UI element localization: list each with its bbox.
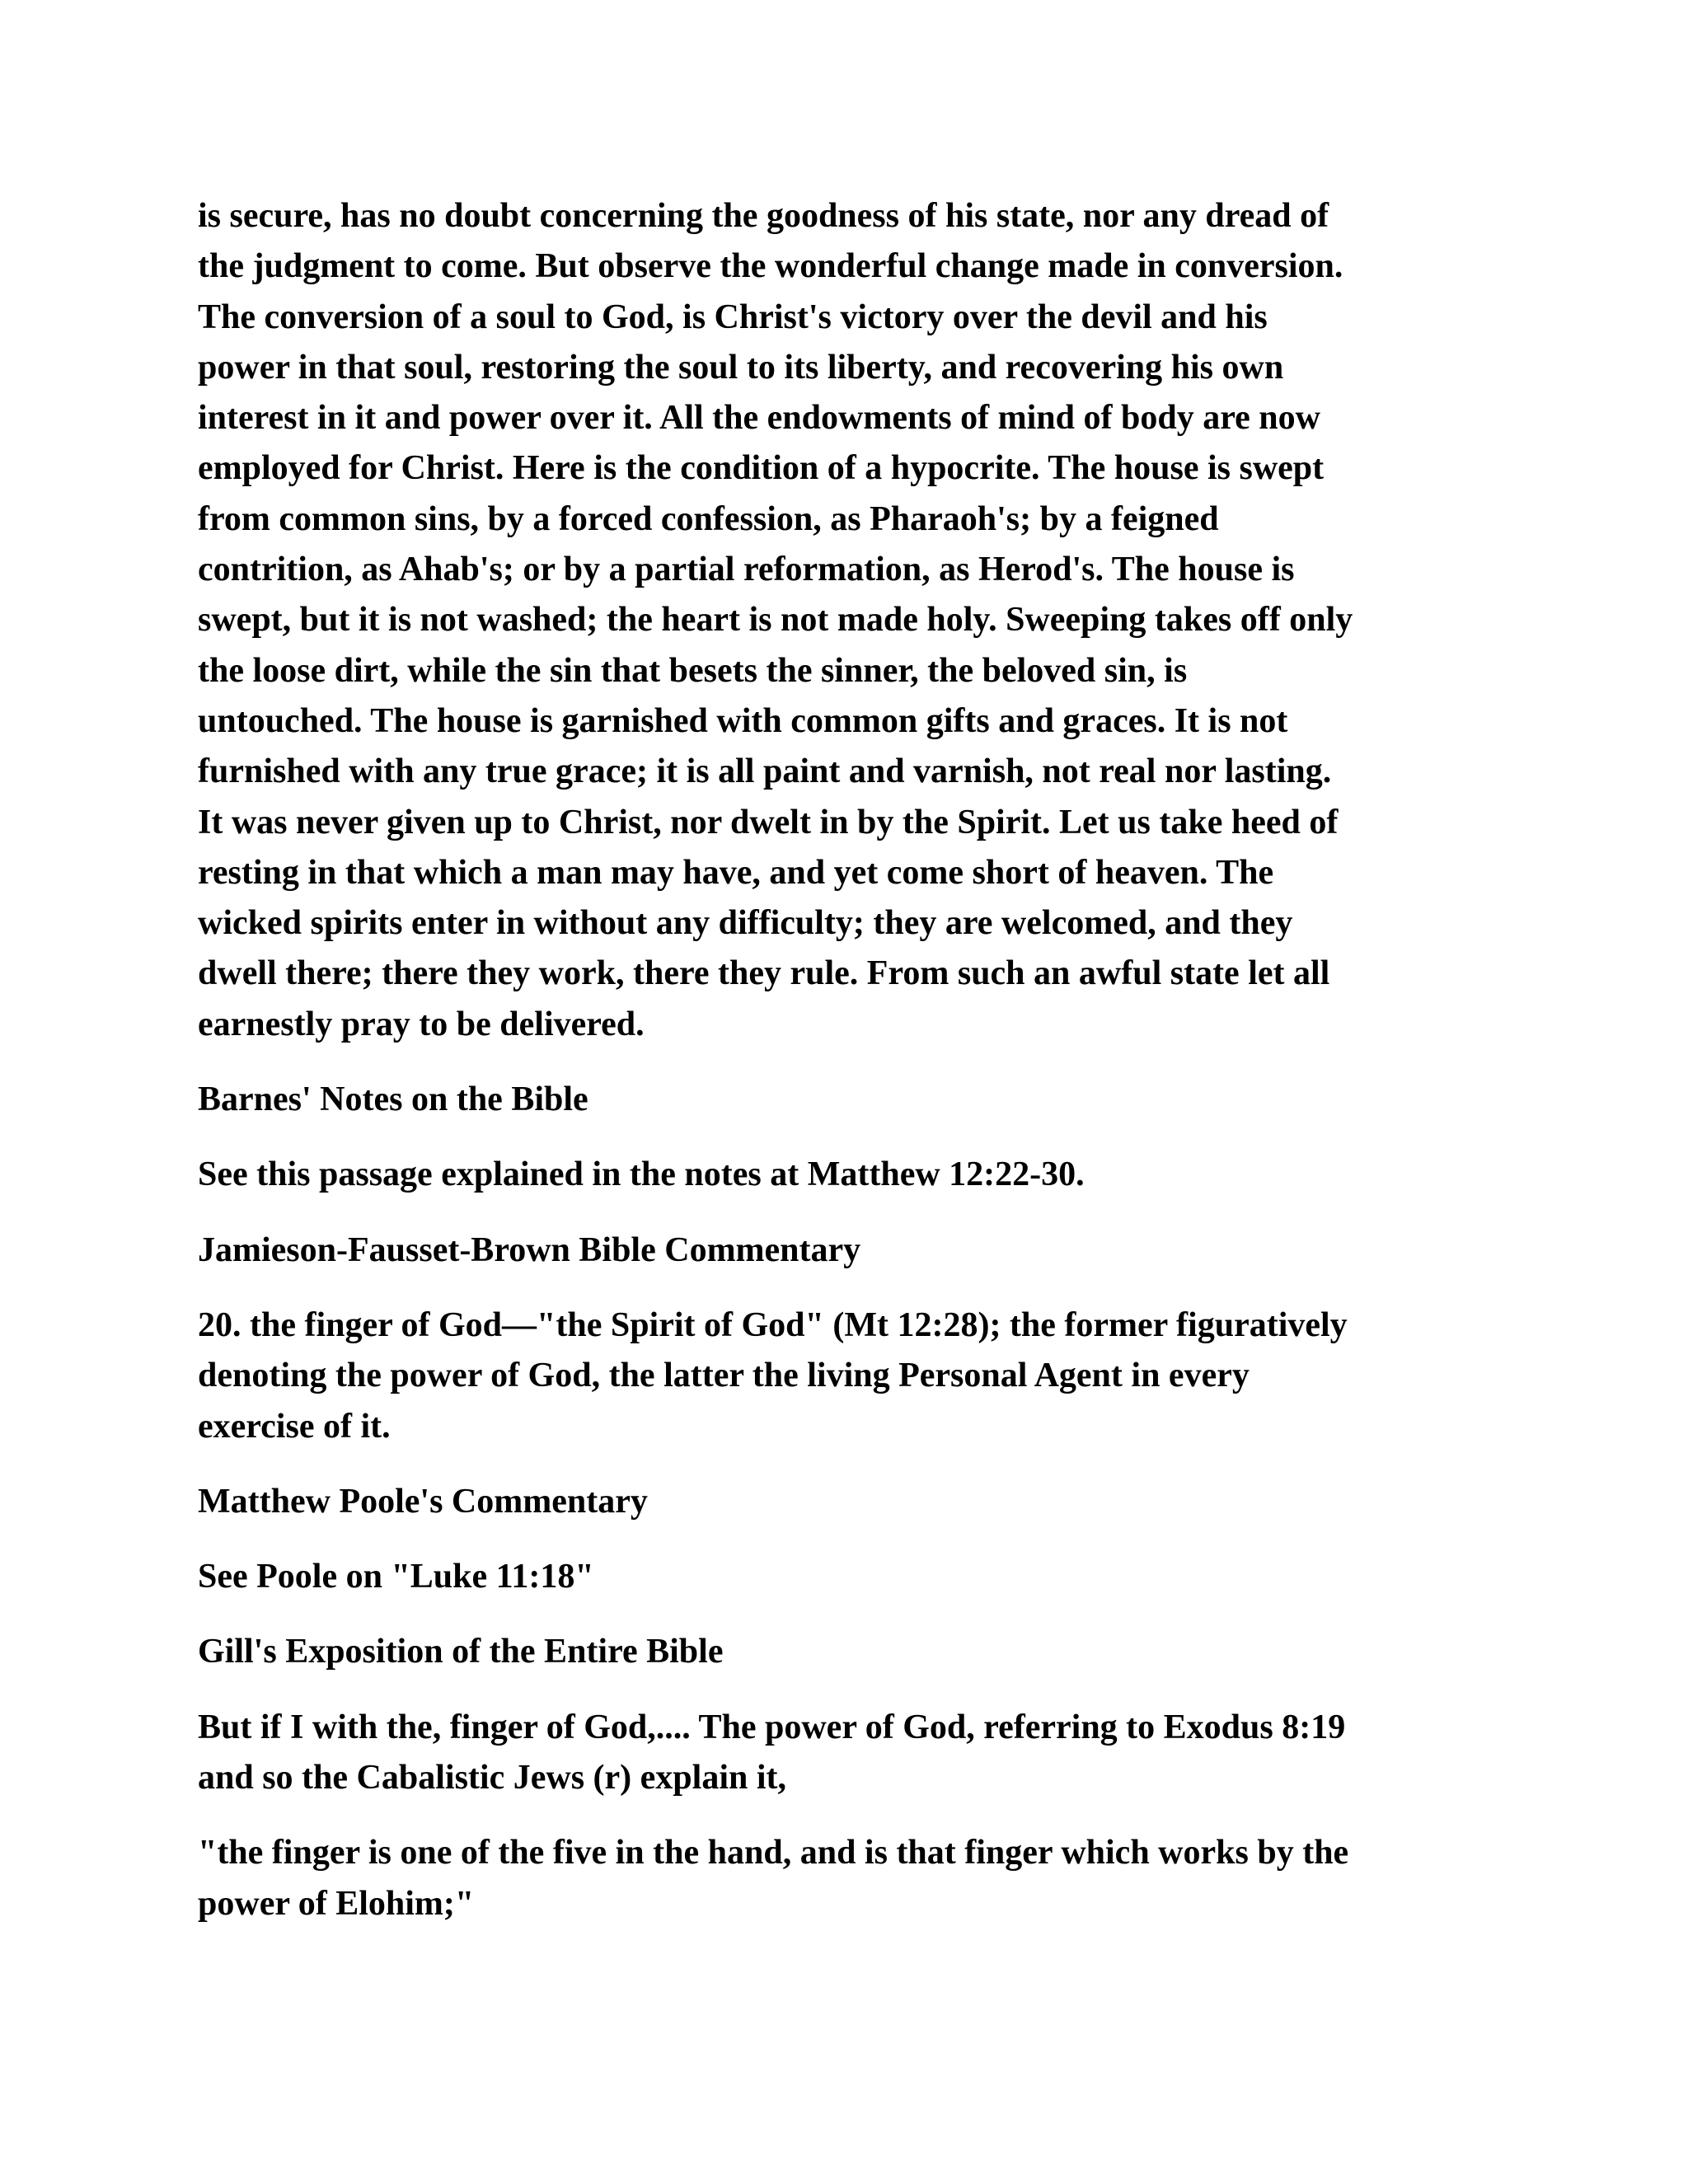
text-line: "the finger is one of the five in the hand, and is that finger which works by the xyxy=(198,1834,1349,1872)
text-line: swept, but it is not washed; the heart is not made holy. Sweeping takes off only xyxy=(198,601,1353,640)
text-line: See this passage explained in the notes at Matthew 12:22-30. xyxy=(198,1155,1085,1194)
heading-barnes-notes xyxy=(198,1075,1493,1125)
text-line: power of Elohim;" xyxy=(198,1884,475,1923)
text-line: The conversion of a soul to God, is Christ's victory over the devil and his xyxy=(198,298,1268,336)
text-line: from common sins, by a forced confession, as Pharaoh's; by a feigned xyxy=(198,499,1219,538)
text-line: dwell there; there they work, there they rule. From such an awful state let all xyxy=(198,954,1330,993)
text-line: power in that soul, restoring the soul to its liberty, and recovering his own xyxy=(198,348,1284,387)
text-line: denoting the power of God, the latter the living Personal Agent in every xyxy=(198,1357,1250,1395)
text-line: contrition, as Ahab's; or by a partial reformation, as Herod's. The house is xyxy=(198,551,1295,589)
text-line: wicked spirits enter in without any difficulty; they are welcomed, and they xyxy=(198,904,1293,943)
text-line: untouched. The house is garnished with common gifts and graces. It is not xyxy=(198,701,1288,740)
heading-jamieson-fausset-brown xyxy=(198,1226,1493,1276)
text-line: earnestly pray to be delivered. xyxy=(198,1005,645,1043)
text-line: exercise of it. xyxy=(198,1407,391,1446)
paragraph-gill xyxy=(198,1703,1493,1804)
text-line: interest in it and power over it. All the endowments of mind of body are now xyxy=(198,399,1320,438)
text-line: employed for Christ. Here is the condition of a hypocrite. The house is swept xyxy=(198,449,1325,488)
text-line: See Poole on "Luke 11:18" xyxy=(198,1558,594,1596)
text-line: But if I with the, finger of God,.... The power of God, referring to Exodus 8:19 xyxy=(198,1708,1346,1746)
paragraph-poole xyxy=(198,1552,1493,1602)
text-line: It was never given up to Christ, nor dwelt in by the Spirit. Let us take heed of xyxy=(198,803,1339,841)
paragraph-gill-quote xyxy=(198,1828,1493,1929)
text-line: is secure, has no doubt concerning the goodness of his state, nor any dread of xyxy=(198,197,1329,235)
heading-text: Matthew Poole's Commentary xyxy=(198,1482,648,1521)
document-body xyxy=(198,191,1493,1954)
paragraph-hypocrite-commentary xyxy=(198,191,1493,1050)
paragraph-barnes xyxy=(198,1150,1493,1200)
text-line: and so the Cabalistic Jews (r) explain it, xyxy=(198,1759,786,1797)
text-line: the judgment to come. But observe the wonderful change made in conversion. xyxy=(198,247,1343,286)
heading-matthew-poole xyxy=(198,1477,1493,1527)
heading-text: Jamieson-Fausset-Brown Bible Commentary xyxy=(198,1230,861,1269)
heading-gill-exposition xyxy=(198,1627,1493,1677)
text-line: the loose dirt, while the sin that besets the sinner, the beloved sin, is xyxy=(198,651,1188,690)
heading-text: Barnes' Notes on the Bible xyxy=(198,1080,588,1119)
text-line: 20. the finger of God—"the Spirit of God" (Mt 12:28); the former figuratively xyxy=(198,1305,1348,1344)
text-line: resting in that which a man may have, and yet come short of heaven. The xyxy=(198,853,1274,892)
paragraph-jfb xyxy=(198,1301,1493,1452)
text-line: furnished with any true grace; it is all paint and varnish, not real nor lasting. xyxy=(198,752,1332,791)
heading-text: Gill's Exposition of the Entire Bible xyxy=(198,1633,724,1671)
